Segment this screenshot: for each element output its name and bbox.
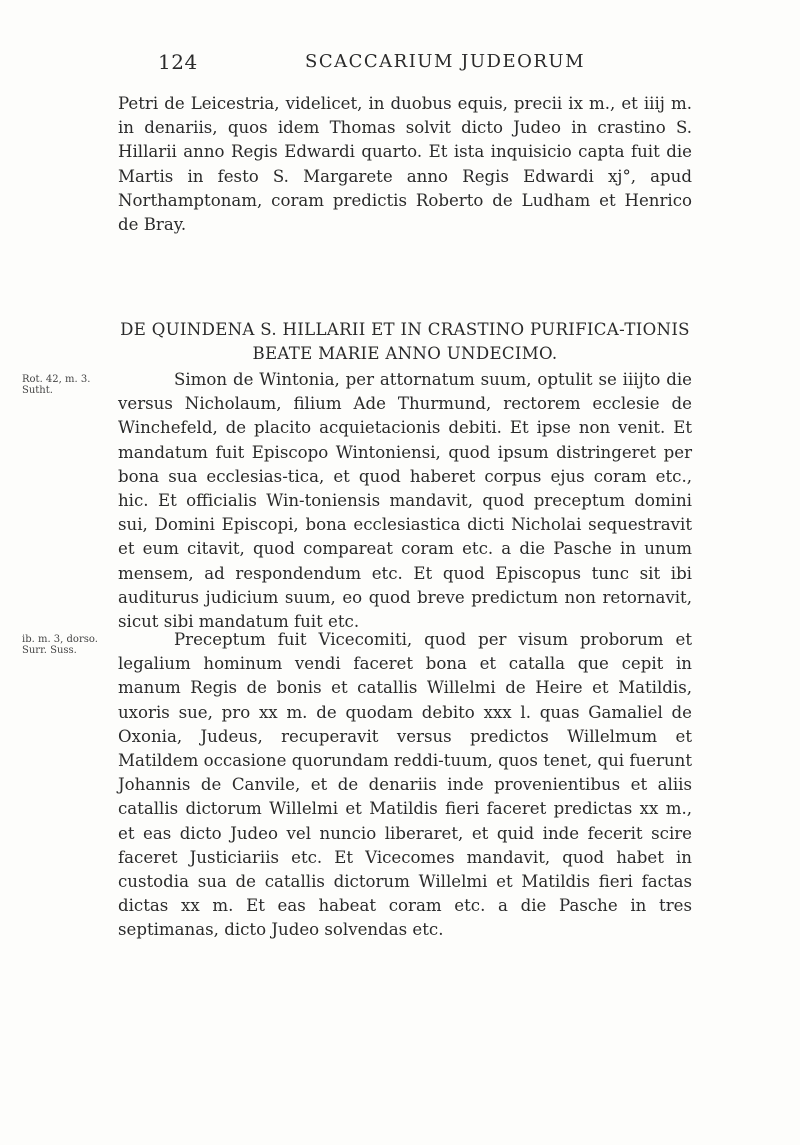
margin-note-2: ib. m. 3, dorso. Surr. Suss. <box>22 634 98 656</box>
running-title: SCACCARIUM JUDEORUM <box>305 51 585 72</box>
paragraph-continuation: Petri de Leicestria, videlicet, in duobus equis, precii ix m., et iiij m. in denariis, quos idem Thomas solvit dicto Judeo in crastino S. Hillarii anno Regis Edwardi quarto. Et ista inquisicio capta fuit die Martis in festo S. Margarete anno Regis Edwardi xj°, apud Northamptonam, coram predictis Roberto de Ludham et Henrico de Bray. <box>118 94 692 235</box>
paragraph-preceptum <box>118 628 692 943</box>
section-heading: DE QUINDENA S. HILLARII ET IN CRASTINO PURIFICA-TIONIS BEATE MARIE ANNO UNDECIMO. <box>120 320 690 363</box>
paragraph-3-text: Preceptum fuit Vicecomiti, quod per visum proborum et legalium hominum vendi faceret bona et catalla que cepit in manum Regis de bonis et catallis Willelmi de Heire et Matildis, uxoris sue, pro xx m. de quodam debito xxx l. quas Gamaliel de Oxonia, Judeus, recuperavit versus predictos Willelmum et Matildem occasione quorundam reddi-tuum, quos tenet, qui fuerunt Johannis de Canvile, et de denariis inde provenientibus et aliis catallis dictorum Willelmi et Matildis fieri faceret predictas xx m., et eas dicto Judeo vel nuncio liberaret, et quid inde fecerit scire faceret Justiciariis etc. Et Vicecomes mandavit, quod habet in custodia sua de catallis dictorum Willelmi et Matildis fieri factas dictas xx m. Et eas habeat coram etc. a die Pasche in tres septimanas, dicto Judeo solvendas etc. <box>118 630 692 940</box>
paragraph-2-text: Simon de Wintonia, per attornatum suum, optulit se iiijto die versus Nicholaum, filium Ade Thurmund, rectorem ecclesie de Winchefeld, de placito acquietacionis debiti. Et ipse non venit. Et mandatum fuit Episcopo Wintoniensi, quod ipsum distringeret per bona sua ecclesias-tica, et quod haberet corpus ejus coram etc., hic. Et officialis Win-toniensis mandavit, quod preceptum domini sui, Domini Episcopi, bona ecclesiastica dicti Nicholai sequestravit et eum citavit, quod compareat coram etc. a die Pasche in unum mensem, ad respondendum etc. Et quod Episcopus tunc sit ibi auditurus judicium suum, eo quod breve predictum non retornavit, sicut sibi mandatum fuit etc. <box>118 370 692 632</box>
paragraph-simon-de-wintonia <box>118 368 692 634</box>
page-number: 124 <box>158 50 198 74</box>
margin-note-1: Rot. 42, m. 3. Sutht. <box>22 374 91 396</box>
